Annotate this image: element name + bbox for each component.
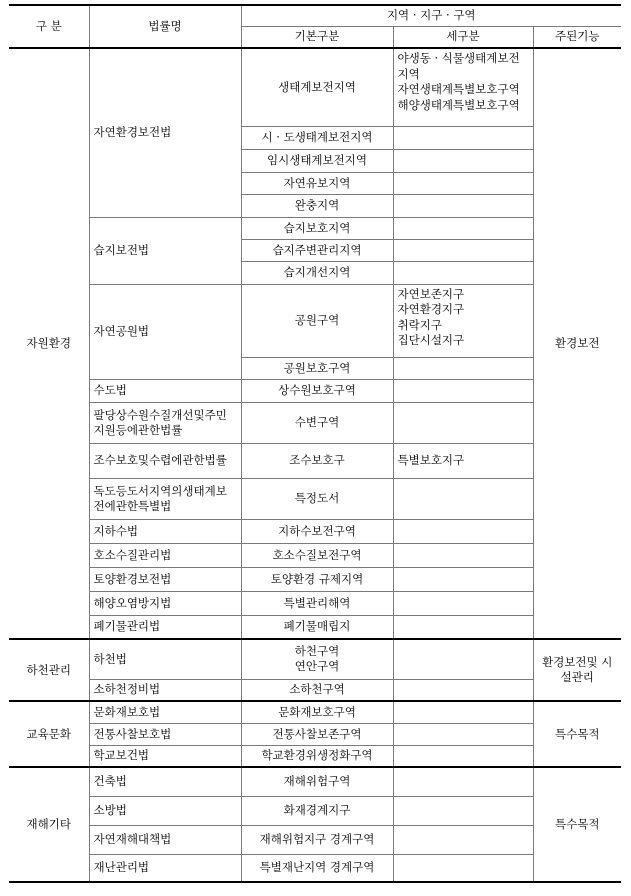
basic-zone: 호소수질보전구역 bbox=[241, 543, 393, 567]
sub-zone bbox=[393, 854, 533, 882]
law-name: 건축법 bbox=[89, 767, 241, 796]
law-name: 소하천정비법 bbox=[89, 679, 241, 701]
function-label: 환경보전및 시설관리 bbox=[533, 639, 621, 701]
sub-zone bbox=[393, 519, 533, 543]
sub-zone bbox=[393, 239, 533, 261]
sub-zone bbox=[393, 478, 533, 519]
law-name: 소방법 bbox=[89, 796, 241, 825]
table-row bbox=[9, 854, 621, 882]
sub-zone bbox=[393, 567, 533, 591]
basic-zone: 습지주변관리지역 bbox=[241, 239, 393, 261]
sub-zone bbox=[393, 126, 533, 149]
function-label: 특수목적 bbox=[533, 701, 621, 767]
table-row bbox=[9, 796, 621, 825]
law-name: 지하수법 bbox=[89, 519, 241, 543]
table-row bbox=[9, 478, 621, 519]
sub-zone: 자연보존지구 자연환경지구 취락지구 집단시설지구 bbox=[393, 284, 533, 357]
table-row bbox=[9, 567, 621, 591]
law-name: 전통사찰보호법 bbox=[89, 723, 241, 745]
sub-zone bbox=[393, 639, 533, 679]
sub-zone: 특별보호지구 bbox=[393, 443, 533, 478]
law-zone-table bbox=[9, 4, 621, 883]
header-sub: 세구분 bbox=[393, 26, 533, 48]
basic-zone: 시 · 도생태계보전지역 bbox=[241, 126, 393, 149]
basic-zone: 생태계보전지역 bbox=[241, 48, 393, 126]
basic-zone: 임시생태계보전지역 bbox=[241, 149, 393, 172]
basic-zone: 공원구역 bbox=[241, 284, 393, 357]
law-name: 자연재해대책법 bbox=[89, 825, 241, 854]
table-row bbox=[9, 723, 621, 745]
law-name: 수도법 bbox=[89, 379, 241, 402]
table-row bbox=[9, 379, 621, 402]
basic-zone: 학교환경위생정화구역 bbox=[241, 745, 393, 767]
basic-zone: 수변구역 bbox=[241, 402, 393, 443]
sub-zone bbox=[393, 172, 533, 194]
law-zone-table-wrapper bbox=[9, 4, 621, 883]
basic-zone: 전통사찰보존구역 bbox=[241, 723, 393, 745]
basic-zone: 재해위험지구 경계구역 bbox=[241, 825, 393, 854]
header-function: 주된기능 bbox=[533, 26, 621, 48]
law-name: 문화재보호법 bbox=[89, 701, 241, 723]
sub-zone bbox=[393, 701, 533, 723]
table-row bbox=[9, 745, 621, 767]
table-row bbox=[9, 284, 621, 357]
basic-zone: 완충지역 bbox=[241, 194, 393, 217]
basic-zone: 공원보호구역 bbox=[241, 357, 393, 379]
table-row bbox=[9, 615, 621, 639]
basic-zone: 특정도서 bbox=[241, 478, 393, 519]
sub-zone bbox=[393, 825, 533, 854]
sub-zone bbox=[393, 543, 533, 567]
sub-zone bbox=[393, 615, 533, 639]
sub-zone bbox=[393, 796, 533, 825]
basic-zone: 폐기물매립지 bbox=[241, 615, 393, 639]
table-row bbox=[9, 48, 621, 126]
table-row bbox=[9, 519, 621, 543]
law-name: 해양오염방지법 bbox=[89, 591, 241, 615]
basic-zone: 재해위험구역 bbox=[241, 767, 393, 796]
header-zone-group: 지역 · 지구 · 구역 bbox=[241, 5, 621, 26]
basic-zone: 습지보호지역 bbox=[241, 217, 393, 239]
basic-zone: 조수보호구 bbox=[241, 443, 393, 478]
table-row bbox=[9, 679, 621, 701]
sub-zone bbox=[393, 723, 533, 745]
header-row-1 bbox=[9, 5, 621, 26]
group-name: 자원환경 bbox=[9, 48, 89, 639]
group-name: 재해기타 bbox=[9, 767, 89, 882]
table-row bbox=[9, 217, 621, 239]
basic-zone: 지하수보전구역 bbox=[241, 519, 393, 543]
sub-zone: 야생동 · 식물생태계보전지역 자연생태계특별보호구역 해양생태계특별보호구역 bbox=[393, 48, 533, 126]
group-name: 교육문화 bbox=[9, 701, 89, 767]
function-label: 환경보전 bbox=[533, 48, 621, 639]
sub-zone bbox=[393, 357, 533, 379]
table-row bbox=[9, 543, 621, 567]
law-name: 호소수질관리법 bbox=[89, 543, 241, 567]
basic-zone: 특별재난지역 경계구역 bbox=[241, 854, 393, 882]
group-name: 하천관리 bbox=[9, 639, 89, 701]
table-row bbox=[9, 443, 621, 478]
sub-zone bbox=[393, 679, 533, 701]
basic-zone: 특별관리해역 bbox=[241, 591, 393, 615]
basic-zone: 소하천구역 bbox=[241, 679, 393, 701]
sub-zone bbox=[393, 261, 533, 284]
sub-zone bbox=[393, 149, 533, 172]
sub-zone bbox=[393, 767, 533, 796]
sub-zone bbox=[393, 379, 533, 402]
law-name: 조수보호및수렵에관한법률 bbox=[89, 443, 241, 478]
sub-zone bbox=[393, 745, 533, 767]
basic-zone: 자연유보지역 bbox=[241, 172, 393, 194]
law-name: 학교보건법 bbox=[89, 745, 241, 767]
law-name: 토양환경보전법 bbox=[89, 567, 241, 591]
header-category: 구 분 bbox=[9, 5, 89, 48]
basic-zone: 상수원보호구역 bbox=[241, 379, 393, 402]
law-name: 팔당상수원수질개선및주민지원등에관한법률 bbox=[89, 402, 241, 443]
law-name: 재난관리법 bbox=[89, 854, 241, 882]
basic-zone: 문화재보호구역 bbox=[241, 701, 393, 723]
law-name: 하천법 bbox=[89, 639, 241, 679]
law-name: 습지보전법 bbox=[89, 217, 241, 284]
law-name: 자연환경보전법 bbox=[89, 48, 241, 217]
header-basic: 기본구분 bbox=[241, 26, 393, 48]
table-row bbox=[9, 767, 621, 796]
sub-zone bbox=[393, 194, 533, 217]
law-name: 독도등도서지역의생태계보전에관한특별법 bbox=[89, 478, 241, 519]
sub-zone bbox=[393, 402, 533, 443]
law-name: 폐기물관리법 bbox=[89, 615, 241, 639]
table-row bbox=[9, 639, 621, 679]
header-law: 법률명 bbox=[89, 5, 241, 48]
basic-zone: 하천구역 연안구역 bbox=[241, 639, 393, 679]
table-row bbox=[9, 825, 621, 854]
function-label: 특수목적 bbox=[533, 767, 621, 882]
table-row bbox=[9, 402, 621, 443]
sub-zone bbox=[393, 591, 533, 615]
basic-zone: 화재경계지구 bbox=[241, 796, 393, 825]
table-row bbox=[9, 701, 621, 723]
basic-zone: 토양환경 규제지역 bbox=[241, 567, 393, 591]
table-row bbox=[9, 591, 621, 615]
basic-zone: 습지개선지역 bbox=[241, 261, 393, 284]
sub-zone bbox=[393, 217, 533, 239]
law-name: 자연공원법 bbox=[89, 284, 241, 379]
